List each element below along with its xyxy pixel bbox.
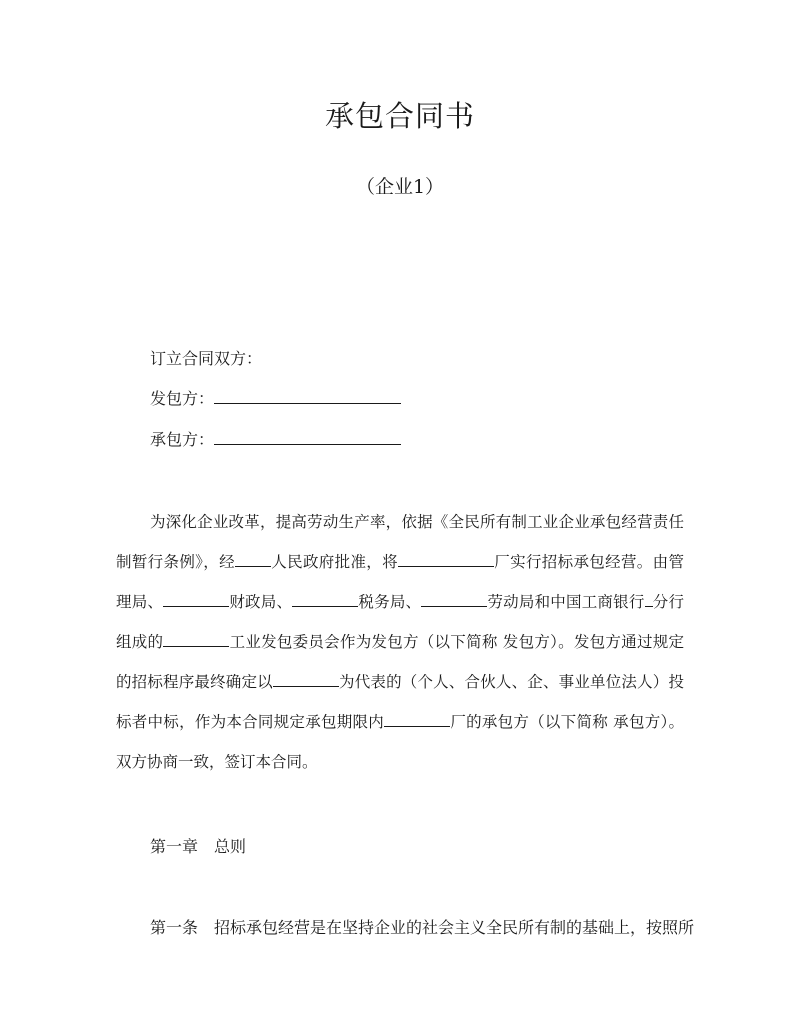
blank-field (163, 632, 229, 647)
article-1-text: 第一条 招标承包经营是在坚持企业的社会主义全民所有制的基础上，按照所 (150, 918, 695, 937)
document-subtitle: （企业1） (355, 176, 445, 198)
preamble-text: 财政局、 (229, 593, 293, 611)
blank-field (292, 592, 358, 607)
preamble-text: 厂的承包方（以下简称 承包方）。双方协商一致，签订本合同。 (116, 713, 684, 771)
blank-field (273, 672, 339, 687)
preamble-text: 分行组成的 (116, 593, 684, 651)
parties-heading: 订立合同双方： (150, 349, 263, 368)
blank-field (398, 552, 494, 567)
preamble-text: 税务局、 (358, 593, 422, 611)
party-a-blank (214, 389, 401, 404)
blank-field (645, 592, 653, 607)
party-a-line (150, 386, 401, 409)
preamble-text: 为代表的（个人、合伙人、企、事业单位法人）投标者中标，作为本合同规定承包期限内 (116, 673, 684, 731)
blank-field (421, 592, 487, 607)
party-b-line (150, 427, 401, 450)
preamble-text: 为深化企业改革，提高劳动生产率，依据《全民所有制工业企业承包经营责任制暂行条例》，经 (116, 513, 684, 571)
blank-field (384, 712, 450, 727)
chapter-heading: 第一章 总则 (150, 837, 247, 856)
preamble-paragraph (116, 502, 684, 782)
party-b-blank (214, 430, 401, 445)
preamble-text: 厂实行招标承包经营。由管理局、 (116, 553, 684, 611)
blank-field (163, 592, 229, 607)
party-b-label: 承包方： (150, 430, 215, 449)
preamble-text: 劳动局和中国工商银行 (487, 593, 645, 611)
preamble-text: 人民政府批准，将 (270, 553, 398, 571)
preamble-text: 工业发包委员会作为发包方（以下简称 发包方）。发包方通过规定的招标程序最终确定以 (116, 633, 684, 691)
document-title: 承包合同书 (324, 99, 475, 133)
blank-field (235, 552, 271, 567)
party-a-label: 发包方： (150, 389, 215, 408)
